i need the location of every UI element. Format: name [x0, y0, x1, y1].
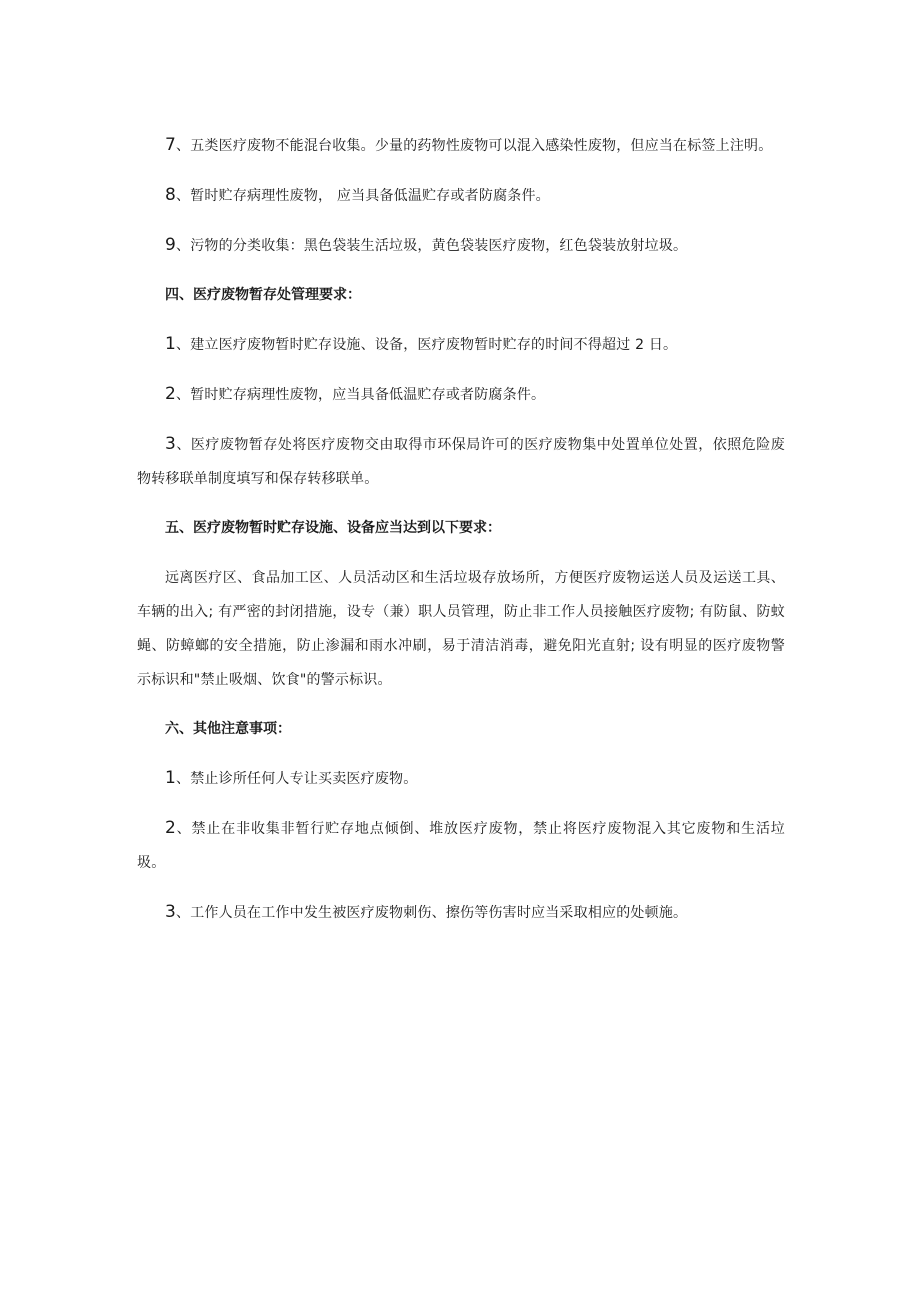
- paragraph-text: 、工作人员在工作中发生被医疗废物刺伤、擦伤等伤害时应当采取相应的处顿施。: [176, 905, 688, 921]
- paragraph-text: 、禁止诊所任何人专让买卖医疗废物。: [176, 771, 418, 787]
- section-heading-5: 五、医疗废物暂时贮存设施、设备应当达到以下要求：: [165, 520, 501, 536]
- paragraph-4-1: [137, 327, 785, 362]
- item-number: 1: [165, 334, 177, 354]
- paragraph-9: [137, 228, 785, 263]
- item-number: 9: [165, 235, 177, 255]
- paragraph-6-2: [137, 811, 785, 880]
- paragraph-6-3: [137, 895, 785, 930]
- paragraph-text: 、医疗废物暂存处将医疗废物交由取得市环保局许可的医疗废物集中处置单位处置，依照危险废物转移联单制度填写和保存转移联单。: [137, 437, 785, 487]
- paragraph-text: 、建立医疗废物暂时贮存设施、设备，医疗废物暂时贮存的时间不得超过 2 日。: [176, 337, 678, 353]
- item-number: 1: [165, 768, 177, 788]
- item-number: 2: [165, 384, 177, 404]
- paragraph-text: 远离医疗区、食品加工区、人员活动区和生活垃圾存放场所，方便医疗废物运送人员及运送工具、车辆的出入; 有严密的封闭措施，设专（兼）职人员管理，防止非工作人员接触医疗废物; 有防鼠、防蚊蝇、防蟑螂的安全措施，防止渗漏和雨水冲刷，易于清洁消毒，避免阳光直射; 设有明显的医疗废物警示标识和"禁止吸烟、饮食"的警示标识。: [137, 570, 785, 688]
- item-number: 8: [165, 185, 177, 205]
- paragraph-4-2: [137, 377, 785, 412]
- paragraph-4-3: [137, 427, 785, 496]
- item-number: 7: [165, 135, 177, 155]
- paragraph-text: 、禁止在非收集非暂行贮存地点倾倒、堆放医疗废物，禁止将医疗废物混入其它废物和生活垃圾。: [137, 821, 785, 871]
- paragraph-text: 、污物的分类收集：黑色袋装生活垃圾，黄色袋装医疗废物，红色袋装放射垃圾。: [176, 238, 688, 254]
- item-number: 2: [165, 818, 177, 838]
- paragraph-8: [137, 178, 785, 213]
- paragraph-text: 、暂时贮存病理性废物， 应当具备低温贮存或者防腐条件。: [176, 188, 550, 204]
- paragraph-6-1: [137, 761, 785, 796]
- section-heading-4: 四、医疗废物暂存处管理要求：: [165, 287, 361, 303]
- document-page: [137, 128, 785, 945]
- item-number: 3: [165, 434, 177, 454]
- item-number: 3: [165, 902, 177, 922]
- section-heading-6: 六、其他注意事项：: [165, 721, 291, 737]
- paragraph-text: 、暂时贮存病理性废物，应当具备低温贮存或者防腐条件。: [176, 387, 546, 403]
- paragraph-5-requirements: [137, 560, 785, 697]
- paragraph-text: 、五类医疗废物不能混台收集。少量的药物性废物可以混入感染性废物，但应当在标签上注明。: [176, 138, 773, 154]
- paragraph-7: [137, 128, 785, 163]
